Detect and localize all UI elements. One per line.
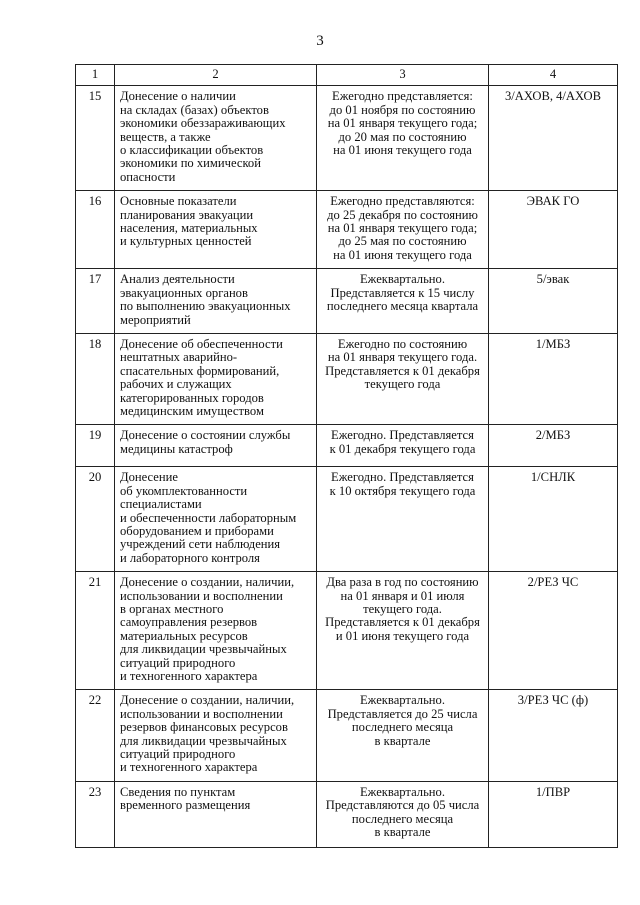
table-row (76, 690, 618, 781)
form-code: ЭВАК ГО (489, 191, 618, 269)
report-name-line: использовании и восполнении (120, 588, 283, 603)
row-number: 15 (76, 86, 115, 191)
report-name-line: спасательных формирований, (120, 363, 280, 378)
report-name-line: Донесение о наличии (120, 89, 236, 104)
submission-term-line: Представляется к 01 декабря (325, 363, 480, 378)
report-name-line: и культурных ценностей (120, 234, 252, 249)
form-code: 1/СНЛК (489, 467, 618, 572)
report-name-line: категорированных городов (120, 390, 264, 405)
report-name (115, 333, 317, 424)
submission-term-line: в квартале (374, 733, 431, 748)
form-code: 2/РЕЗ ЧС (489, 572, 618, 690)
report-name-line: ситуаций природного (120, 655, 236, 670)
report-name-line: медицинским имуществом (120, 403, 264, 418)
report-name (115, 781, 317, 847)
report-name-line: Сведения по пунктам (120, 784, 236, 799)
report-name-line: населения, материальных (120, 221, 258, 236)
report-name-line: в органах местного (120, 602, 224, 616)
form-code: 3/РЕЗ ЧС (ф) (489, 690, 618, 781)
report-name-line: временного размещения (120, 798, 251, 813)
report-name-line: резервов финансовых ресурсов (120, 720, 288, 735)
report-name-line: экономики обеззараживающих (120, 116, 286, 131)
submission-term-line: на 01 июня текущего года (333, 247, 472, 262)
submission-term-line: Ежегодно. Представляется (331, 470, 474, 485)
report-name-line: Донесение (120, 470, 178, 485)
report-name-line: ситуаций природного (120, 747, 236, 762)
row-number: 21 (76, 572, 115, 690)
report-name-line: учреждений сети наблюдения (120, 537, 281, 552)
report-name-line: эвакуационных органов (120, 285, 248, 300)
submission-term (317, 425, 489, 467)
form-code: 5/эвак (489, 269, 618, 334)
submission-term-line: последнего месяца (351, 720, 454, 735)
report-name-line: материальных ресурсов (120, 628, 248, 643)
report-name-line: по выполнению эвакуационных (120, 299, 291, 314)
submission-term (317, 781, 489, 847)
report-name (115, 572, 317, 690)
submission-term-line: к 10 октября текущего года (329, 483, 476, 498)
table-row (76, 269, 618, 334)
table-row (76, 467, 618, 572)
row-number: 16 (76, 191, 115, 269)
header-cell-3: 3 (317, 65, 489, 86)
report-name-line: опасности (120, 169, 176, 184)
form-code: 1/ПВР (489, 781, 618, 847)
report-table-body (76, 65, 618, 848)
row-number: 20 (76, 467, 115, 572)
submission-term-line: Ежеквартально. (359, 272, 445, 287)
report-name-line: нештатных аварийно- (120, 350, 238, 365)
report-name-line: веществ, а также (120, 129, 211, 144)
submission-term (317, 690, 489, 781)
submission-term-line: Ежегодно представляется: (332, 89, 473, 104)
report-name-line: для ликвидации чрезвычайных (120, 733, 287, 748)
header-cell-4: 4 (489, 65, 618, 86)
submission-term-line: на 01 июня текущего года (333, 143, 472, 158)
submission-term (317, 191, 489, 269)
report-name-line: мероприятий (120, 312, 191, 327)
report-name-line: Основные показатели (120, 194, 237, 209)
table-row (76, 191, 618, 269)
header-row (76, 65, 618, 86)
header-cell-1: 1 (76, 65, 115, 86)
row-number: 22 (76, 690, 115, 781)
report-name (115, 425, 317, 467)
submission-term-line: в квартале (374, 825, 431, 840)
submission-term-line: Ежегодно по состоянию (337, 336, 468, 351)
submission-term-line: Ежегодно. Представляется (331, 428, 474, 443)
report-name-line: и обеспеченности лабораторным (120, 510, 297, 525)
report-name-line: самоуправления резервов (120, 615, 258, 630)
report-name-line: о классификации объектов (120, 143, 264, 158)
report-name (115, 467, 317, 572)
row-number: 23 (76, 781, 115, 847)
table-row (76, 781, 618, 847)
report-name-line: рабочих и служащих (120, 377, 232, 392)
submission-term-line: и 01 июня текущего года (335, 628, 470, 643)
report-name-line: Донесение о создании, наличии, (120, 575, 295, 590)
report-name (115, 191, 317, 269)
report-table (75, 64, 618, 848)
report-name-line: планирования эвакуации (120, 207, 254, 222)
report-name-line: и техногенного характера (120, 760, 258, 775)
form-code: 1/МБЗ (489, 333, 618, 424)
table-row (76, 572, 618, 690)
submission-term-line: до 25 декабря по состоянию (327, 207, 478, 222)
submission-term (317, 86, 489, 191)
report-name-line: для ликвидации чрезвычайных (120, 642, 287, 657)
submission-term-line: текущего года. (363, 602, 442, 616)
submission-term-line: Два раза в год по состоянию (326, 575, 479, 590)
submission-term (317, 572, 489, 690)
report-name-line: и техногенного характера (120, 669, 258, 684)
submission-term-line: Ежегодно представляются: (330, 194, 475, 209)
report-name-line: Донесение о создании, наличии, (120, 693, 295, 708)
report-name (115, 86, 317, 191)
report-name-line: использовании и восполнении (120, 706, 283, 721)
report-name-line: на складах (базах) объектов (120, 102, 269, 117)
submission-term-line: до 20 мая по состоянию (338, 129, 467, 144)
report-name-line: специалистами (120, 497, 202, 512)
report-name-line: медицины катастроф (120, 441, 233, 456)
submission-term (317, 467, 489, 572)
submission-term (317, 333, 489, 424)
submission-term (317, 269, 489, 334)
submission-term-line: Представляются до 05 числа (325, 798, 480, 813)
report-name-line: Анализ деятельности (120, 272, 235, 287)
submission-term-line: Представляется к 15 числу (330, 285, 475, 300)
form-code: 3/АХОВ, 4/АХОВ (489, 86, 618, 191)
submission-term-line: к 01 декабря текущего года (329, 441, 476, 456)
submission-term-line: текущего года (364, 377, 441, 392)
report-name (115, 690, 317, 781)
submission-term-line: на 01 января текущего года; (327, 116, 478, 131)
row-number: 17 (76, 269, 115, 334)
row-number: 18 (76, 333, 115, 424)
report-name-line: об укомплектованности (120, 483, 248, 498)
submission-term-line: на 01 января текущего года. (327, 350, 478, 365)
report-name-line: и лабораторного контроля (120, 550, 260, 565)
submission-term-line: Ежеквартально. (359, 784, 445, 799)
submission-term-line: на 01 января и 01 июля (340, 588, 465, 603)
submission-term-line: на 01 января текущего года; (327, 221, 478, 236)
submission-term-line: до 25 мая по состоянию (338, 234, 467, 249)
table-row (76, 86, 618, 191)
header-cell-2: 2 (115, 65, 317, 86)
submission-term-line: Представляется до 25 числа (327, 706, 478, 721)
submission-term-line: Ежеквартально. (359, 693, 445, 708)
report-name-line: Донесение о состоянии службы (120, 428, 291, 443)
table-row (76, 333, 618, 424)
page-number: 3 (316, 33, 324, 49)
report-name-line: экономики по химической (120, 156, 261, 171)
submission-term-line: последнего месяца квартала (326, 299, 479, 314)
submission-term-line: Представляется к 01 декабря (325, 615, 480, 630)
table-row (76, 425, 618, 467)
report-name (115, 269, 317, 334)
report-name-line: оборудованием и приборами (120, 523, 274, 538)
submission-term-line: последнего месяца (351, 811, 454, 826)
row-number: 19 (76, 425, 115, 467)
form-code: 2/МБЗ (489, 425, 618, 467)
report-name-line: Донесение об обеспеченности (120, 336, 283, 351)
submission-term-line: до 01 ноября по состоянию (329, 102, 476, 117)
